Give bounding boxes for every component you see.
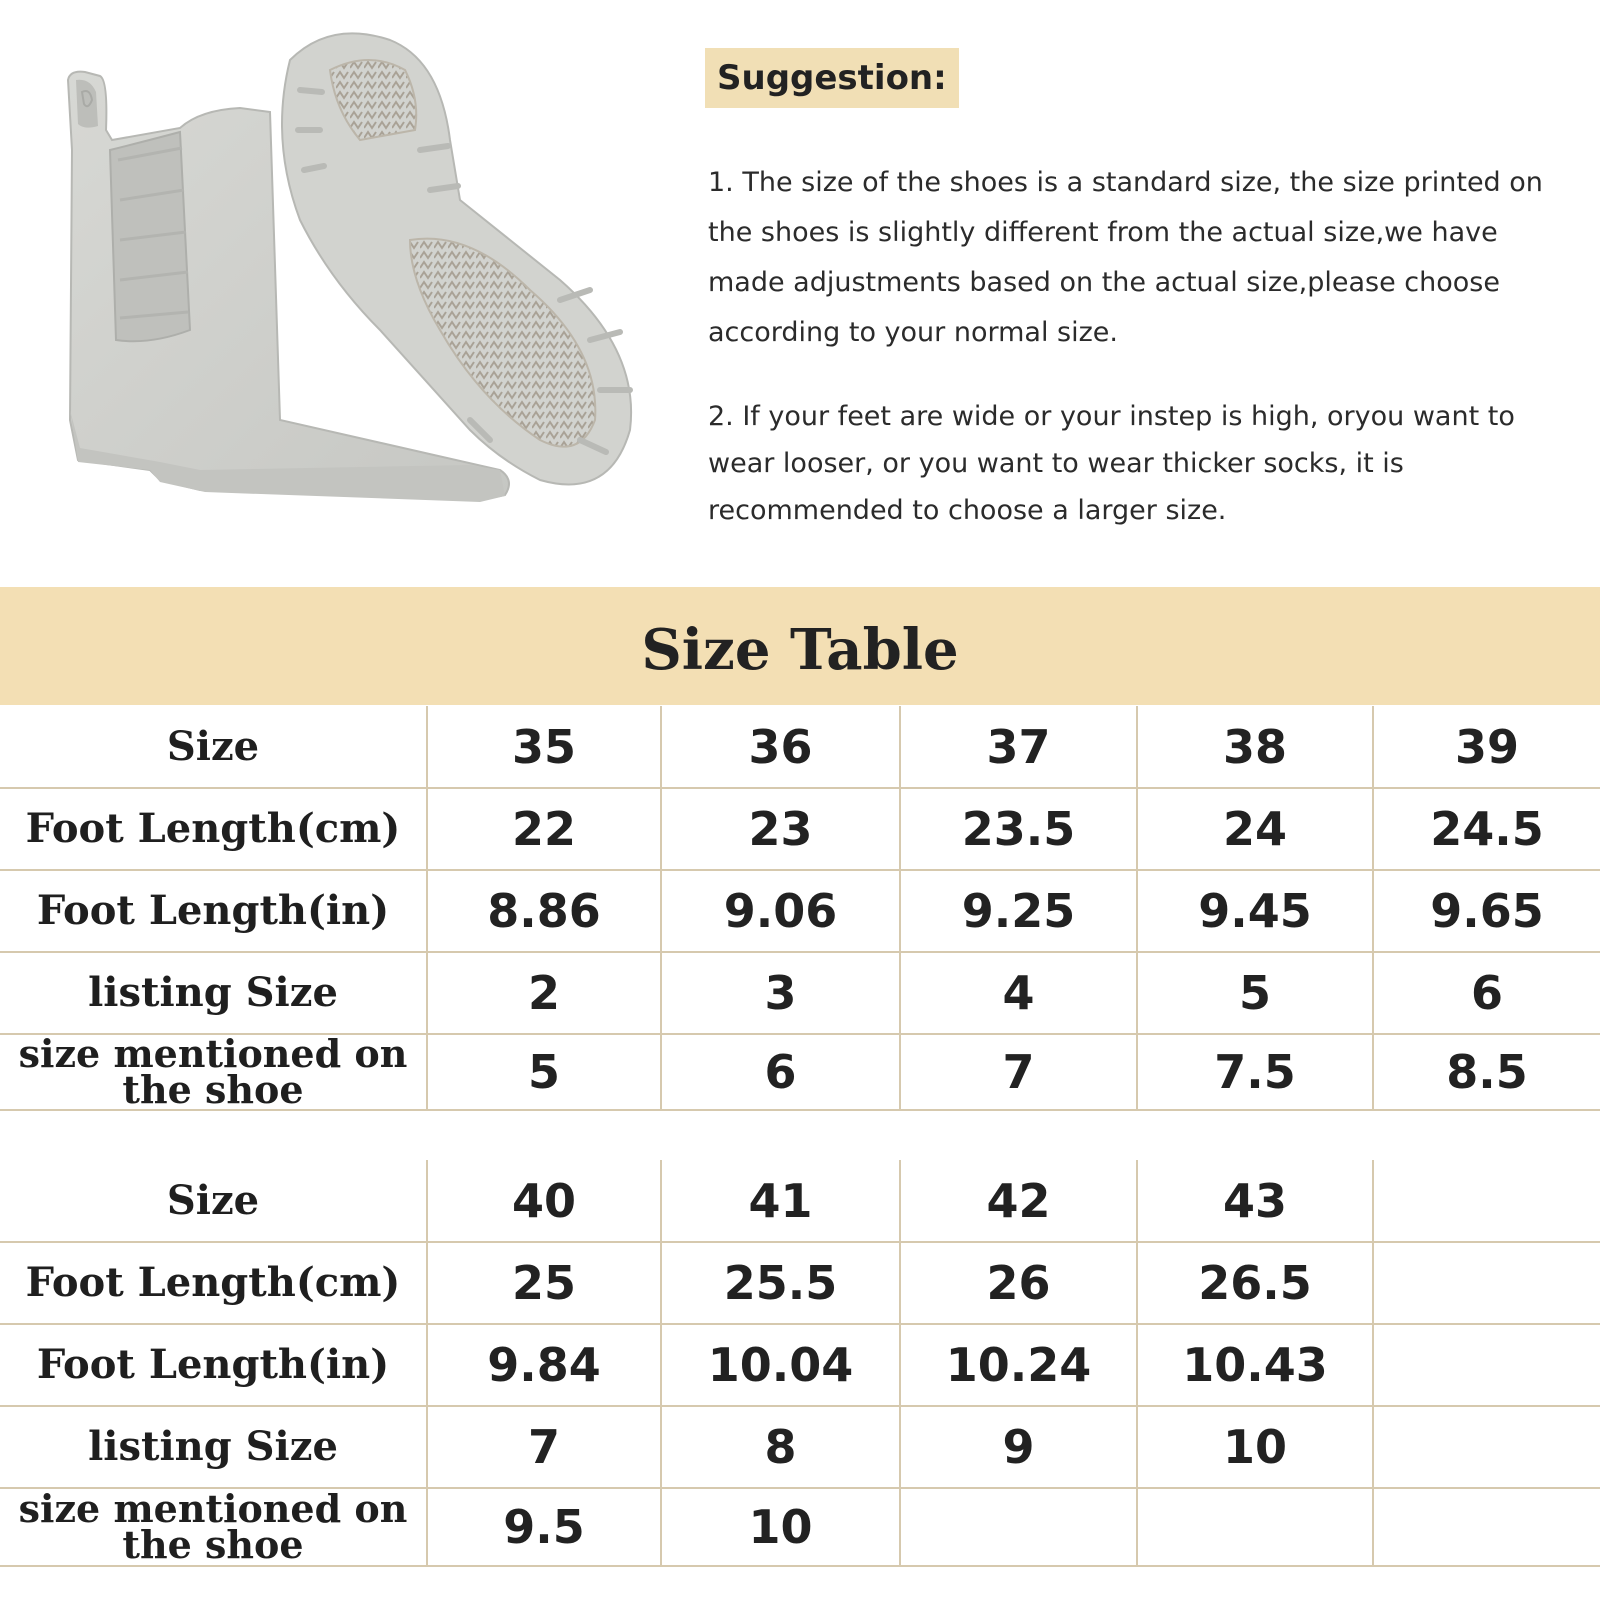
table-cell: 9.65 [1373,870,1600,952]
table-cell: 41 [661,1160,900,1242]
table-cell [1373,1406,1600,1488]
table-cell [1137,1488,1373,1566]
table-cell: 42 [900,1160,1137,1242]
table-cell: 10 [1137,1406,1373,1488]
row-label-listing-size: listing Size [0,952,427,1034]
row-label-foot-length-in: Foot Length(in) [0,1324,427,1406]
row-label-foot-length-cm: Foot Length(cm) [0,788,427,870]
row-label-foot-length-in: Foot Length(in) [0,870,427,952]
table-row-size [0,706,1600,788]
table-cell: 22 [427,788,661,870]
table-cell: 25 [427,1242,661,1324]
table-cell: 24 [1137,788,1373,870]
table-cell: 26.5 [1137,1242,1373,1324]
table-cell [1373,1242,1600,1324]
table-cell: 10.43 [1137,1324,1373,1406]
table-cell: 36 [661,706,900,788]
table-cell: 38 [1137,706,1373,788]
table-cell: 37 [900,706,1137,788]
row-label-size: Size [0,706,427,788]
table-row-foot-length-in [0,870,1600,952]
row-label-size-on-shoe: size mentioned on the shoe [0,1488,427,1566]
table-cell: 23 [661,788,900,870]
table-row-size [0,1160,1600,1242]
table-row-listing-size [0,952,1600,1034]
table-cell: 2 [427,952,661,1034]
table-cell: 9.5 [427,1488,661,1566]
table-cell: 10 [661,1488,900,1566]
table-cell: 9.25 [900,870,1137,952]
table-cell: 24.5 [1373,788,1600,870]
table-cell: 39 [1373,706,1600,788]
suggestion-heading: Suggestion: [705,48,959,108]
table-cell: 9.06 [661,870,900,952]
table-row-foot-length-cm [0,788,1600,870]
table-cell: 6 [661,1034,900,1110]
table-cell: 6 [1373,952,1600,1034]
table-cell: 25.5 [661,1242,900,1324]
table-cell: 7 [900,1034,1137,1110]
row-label-size-on-shoe: size mentioned on the shoe [0,1034,427,1110]
size-table-title: Size Table [0,587,1600,705]
table-cell: 7.5 [1137,1034,1373,1110]
size-table-block-2 [0,1160,1600,1567]
table-cell [1373,1324,1600,1406]
table-cell: 8 [661,1406,900,1488]
sole-boot [282,33,631,484]
row-label-listing-size: listing Size [0,1406,427,1488]
table-cell: 5 [427,1034,661,1110]
table-row-foot-length-in [0,1324,1600,1406]
rain-boots-image [0,0,690,570]
table-cell: 10.24 [900,1324,1137,1406]
table-cell: 3 [661,952,900,1034]
table-cell: 9 [900,1406,1137,1488]
suggestion-point-2: 2. If your feet are wide or your instep is high, oryou want to wear looser, or you want to wear thicker socks, it is recommended to choose a larger size. [708,401,1515,526]
table-row-size-on-shoe [0,1034,1600,1110]
table-cell: 8.86 [427,870,661,952]
table-cell: 9.84 [427,1324,661,1406]
table-cell: 4 [900,952,1137,1034]
table-row-listing-size [0,1406,1600,1488]
table-cell [1373,1160,1600,1242]
table-row-foot-length-cm [0,1242,1600,1324]
table-cell: 10.04 [661,1324,900,1406]
table-cell: 9.45 [1137,870,1373,952]
table-cell [1373,1488,1600,1566]
table-cell: 43 [1137,1160,1373,1242]
table-cell: 7 [427,1406,661,1488]
table-cell: 5 [1137,952,1373,1034]
suggestion-point-1: 1. The size of the shoes is a standard size, the size printed on the shoes is slightly different from the actual size,we have made adjustments based on the actual size,please choose according to your normal size. [708,167,1543,348]
table-row-size-on-shoe [0,1488,1600,1566]
table-cell: 23.5 [900,788,1137,870]
table-cell: 26 [900,1242,1137,1324]
table-cell: 40 [427,1160,661,1242]
row-label-foot-length-cm: Foot Length(cm) [0,1242,427,1324]
table-cell: 8.5 [1373,1034,1600,1110]
table-cell: 35 [427,706,661,788]
row-label-size: Size [0,1160,427,1242]
table-cell [900,1488,1137,1566]
size-table-block-1 [0,706,1600,1111]
